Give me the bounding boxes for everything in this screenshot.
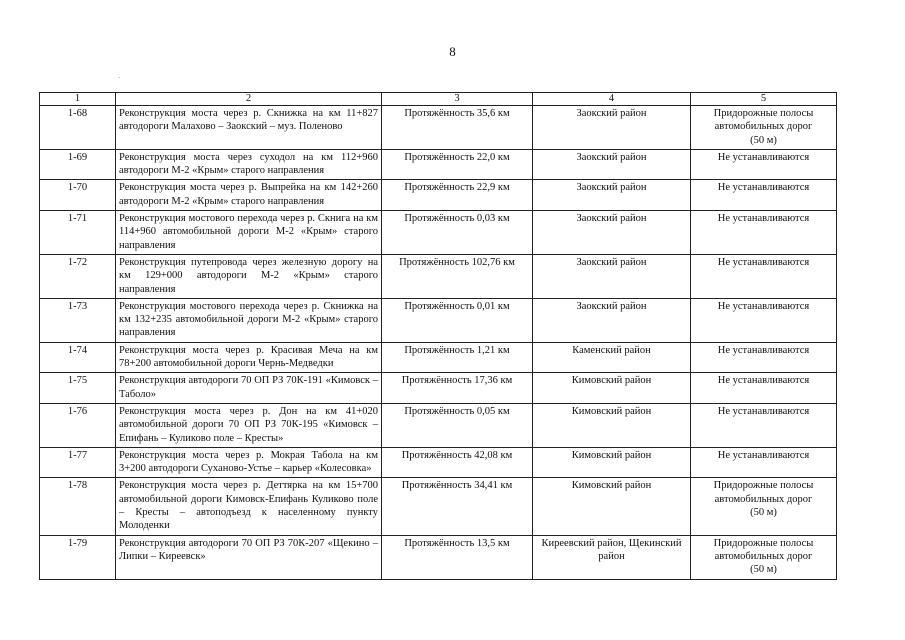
zone-info — [691, 342, 837, 373]
table-row — [40, 106, 837, 150]
zone-line: Не устанавливаются — [717, 256, 810, 268]
table-body — [40, 106, 837, 580]
zone-line: Не устанавливаются — [717, 344, 810, 356]
object-length: Протяжённость 13,5 км — [382, 535, 533, 579]
object-length: Протяжённость 0,01 км — [382, 298, 533, 342]
object-length: Протяжённость 0,03 км — [382, 211, 533, 255]
row-number: 1-74 — [40, 342, 116, 373]
object-description: Реконструкция моста через р. Дон на км 41+020 автомобильной дороги 70 ОП РЗ 70К-195 «Кимовск – Епифань – Куликово поле – Кресты» — [116, 403, 382, 447]
table-row — [40, 180, 837, 211]
object-length: Протяжённость 102,76 км — [382, 254, 533, 298]
object-description: Реконструкция путепровода через железную дорогу на км 129+000 автодороги М-2 «Крым» старого направления — [116, 254, 382, 298]
district: Заокский район — [533, 211, 691, 255]
table-row — [40, 342, 837, 373]
object-description: Реконструкция моста через р. Выпрейка на км 142+260 автодороги М-2 «Крым» старого направления — [116, 180, 382, 211]
table-row — [40, 447, 837, 478]
header-col-4: 4 — [533, 93, 691, 106]
object-length: Протяжённость 17,36 км — [382, 373, 533, 404]
row-number: 1-70 — [40, 180, 116, 211]
row-number: 1-68 — [40, 106, 116, 150]
zone-info — [691, 447, 837, 478]
zone-line: Придорожные полосы — [713, 108, 814, 119]
district: Заокский район — [533, 149, 691, 180]
district: Заокский район — [533, 254, 691, 298]
table-row — [40, 478, 837, 535]
zone-line: Не устанавливаются — [717, 300, 810, 312]
zone-info — [691, 373, 837, 404]
table-row — [40, 149, 837, 180]
object-description: Реконструкция автодороги 70 ОП РЗ 70К-207 «Щекино – Липки – Киреевск» — [116, 535, 382, 579]
row-number: 1-69 — [40, 149, 116, 180]
table-row — [40, 373, 837, 404]
zone-info — [691, 211, 837, 255]
object-length: Протяжённость 34,41 км — [382, 478, 533, 535]
zone-line: автомобильных дорог — [714, 121, 813, 133]
table-row — [40, 298, 837, 342]
district: Кимовский район — [533, 478, 691, 535]
header-row — [40, 93, 837, 106]
district: Каменский район — [533, 342, 691, 373]
zone-info — [691, 403, 837, 447]
zone-info — [691, 180, 837, 211]
zone-line: (50 м) — [750, 564, 777, 576]
header-col-5: 5 — [691, 93, 837, 106]
object-description: Реконструкция моста через р. Деттярка на км 15+700 автомобильной дороги Кимовск-Епифань Куликово поле – Кресты – автоподъезд к населенному пункту Молоденки — [116, 478, 382, 535]
district: Кимовский район — [533, 373, 691, 404]
zone-line: Придорожные полосы — [713, 480, 814, 492]
object-length: Протяжённость 35,6 км — [382, 106, 533, 150]
row-number: 1-75 — [40, 373, 116, 404]
zone-info — [691, 149, 837, 180]
zone-line: Не устанавливаются — [717, 182, 810, 194]
object-length: Протяжённость 22,9 км — [382, 180, 533, 211]
row-number: 1-72 — [40, 254, 116, 298]
district: Киреевский район, Щекинский район — [533, 535, 691, 579]
stray-mark: · — [118, 74, 121, 82]
object-description: Реконструкция моста через р. Скнижка на км 11+827 автодороги Малахово – Заокский – муз. Поленово — [116, 106, 382, 150]
zone-info — [691, 535, 837, 579]
row-number: 1-79 — [40, 535, 116, 579]
object-length: Протяжённость 0,05 км — [382, 403, 533, 447]
object-description: Реконструкция моста через р. Красивая Меча на км 78+200 автомобильной дороги Чернь-Медведки — [116, 342, 382, 373]
object-description: Реконструкция мостового перехода через р. Скнига на км 114+960 автомобильной дороги М-2 «Крым» старого направления — [116, 211, 382, 255]
header-col-2: 2 — [116, 93, 382, 106]
row-number: 1-76 — [40, 403, 116, 447]
zone-line: автомобильных дорог — [714, 550, 813, 562]
object-length: Протяжённость 42,08 км — [382, 447, 533, 478]
row-number: 1-77 — [40, 447, 116, 478]
zone-line: Не устанавливаются — [717, 151, 810, 163]
table-row — [40, 535, 837, 579]
page-number: 8 — [449, 44, 456, 59]
zone-line: Не устанавливаются — [717, 375, 810, 387]
zone-line: автомобильных дорог — [714, 493, 813, 505]
zone-line: (50 м) — [750, 507, 777, 519]
row-number: 1-78 — [40, 478, 116, 535]
objects-table — [39, 92, 837, 580]
table-row — [40, 403, 837, 447]
zone-line: Придорожные полосы — [713, 537, 814, 549]
zone-line: Не устанавливаются — [717, 449, 810, 461]
district: Заокский район — [533, 106, 691, 150]
district: Заокский район — [533, 298, 691, 342]
object-description: Реконструкция мостового перехода через р. Скнижка на км 132+235 автомобильной дороги М-2 «Крым» старого направления — [116, 298, 382, 342]
zone-info — [691, 106, 837, 150]
zone-info — [691, 298, 837, 342]
zone-line: Не устанавливаются — [717, 213, 810, 225]
district: Кимовский район — [533, 403, 691, 447]
object-description: Реконструкция моста через р. Мокрая Табола на км 3+200 автодороги Суханово-Устье – карьер «Колесовка» — [116, 447, 382, 478]
object-description: Реконструкция моста через суходол на км 112+960 автодороги М-2 «Крым» старого направления — [116, 149, 382, 180]
zone-info — [691, 478, 837, 535]
row-number: 1-71 — [40, 211, 116, 255]
table-row — [40, 254, 837, 298]
district: Заокский район — [533, 180, 691, 211]
table-row — [40, 211, 837, 255]
header-col-3: 3 — [382, 93, 533, 106]
district: Кимовский район — [533, 447, 691, 478]
row-number: 1-73 — [40, 298, 116, 342]
zone-line: Не устанавливаются — [717, 405, 810, 417]
object-length: Протяжённость 22,0 км — [382, 149, 533, 180]
header-col-1: 1 — [40, 93, 116, 106]
zone-info — [691, 254, 837, 298]
zone-line: (50 м) — [750, 134, 777, 146]
object-description: Реконструкция автодороги 70 ОП РЗ 70К-191 «Кимовск – Таболо» — [116, 373, 382, 404]
object-length: Протяжённость 1,21 км — [382, 342, 533, 373]
